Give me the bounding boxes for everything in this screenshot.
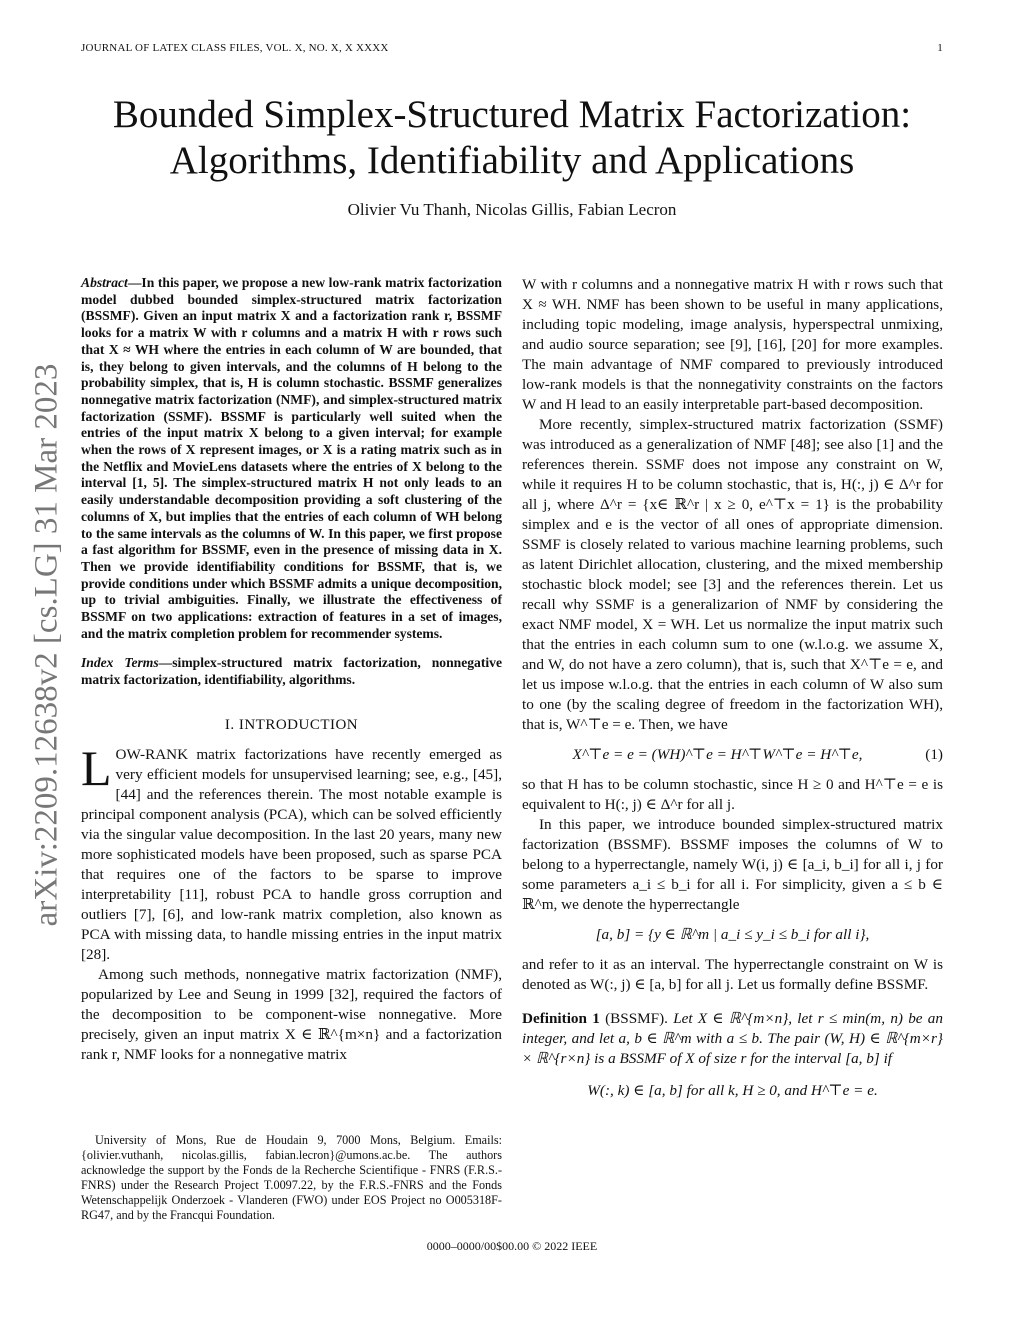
arxiv-stamp-text: arXiv:2209.12638v2 [cs.LG] 31 Mar 2023 (28, 363, 65, 927)
right-column (522, 275, 943, 1101)
index-terms-text: —simplex-structured matrix factorization, nonnegative matrix factorization, identifiability, algorithms. (81, 655, 502, 688)
definition-label: Definition 1 (522, 1010, 600, 1027)
intro-paragraph-1-text: OW-RANK matrix factorizations have recently emerged as very efficient models for unsupervised learning; see, e.g., [45], [44] and the references therein. The most notable example is principal component analysis (PCA), which can be solved efficiently via the singular value decomposition. In the last 20 years, many new more sophisticated models have been proposed, such as sparse PCA that requires one of the factors to be sparse to improve interpretability [11], robust PCA to handle gross corruption and outliers [7], [6], and low-rank matrix completion, also known as PCA with missing data, to handle missing entries in the input matrix [28]. (81, 745, 502, 963)
page-number: 1 (937, 42, 943, 54)
equation-hyperrectangle-body: [a, b] = {y ∈ ℝ^m | a_i ≤ y_i ≤ b_i for all i}, (595, 926, 870, 943)
footnote (81, 1133, 502, 1223)
running-header (81, 42, 943, 58)
intro-paragraph-2: Among such methods, nonnegative matrix factorization (NMF), popularized by Lee and Seung in 1999 [32], required the factors of the decomposition to be component-wise nonnegative. More precisely, given an input matrix X ∈ ℝ^{m×n} and a factorization rank r, NMF looks for a nonnegative matrix (81, 965, 502, 1063)
paper-title (40, 92, 984, 184)
author-list: Olivier Vu Thanh, Nicolas Gillis, Fabian Lecron (347, 200, 677, 219)
equation-1-body: X^⊤e = e = (WH)^⊤e = H^⊤W^⊤e = H^⊤e, (572, 746, 863, 763)
definition-text: Let X ∈ ℝ^{m×n}, let r ≤ min(m, n) be an integer, and let a, b ∈ ℝ^m with a ≤ b. The pair (W, H) ∈ ℝ^{m×r} × ℝ^{r×n} is a BSSMF of X of size r for the interval [a, b] if (522, 1010, 943, 1067)
left-column (81, 275, 502, 1065)
abstract (81, 275, 502, 642)
right-paragraph-4: In this paper, we introduce bounded simplex-structured matrix factorization (BSSMF). BSSMF imposes the columns of W to belong to a hyperrectangle, namely W(i, j) ∈ [a_i, b_i] for all i, j for some parameters a_i ≤ b_i for all i. For simplicity, given a ≤ b ∈ ℝ^m, we denote the hyperrectangle (522, 816, 943, 913)
right-paragraph-5: and refer to it as an interval. The hyperrectangle constraint on W is denoted as W(:, j) ∈ [a, b] for all j. Let us formally define BSSMF. (522, 956, 943, 993)
intro-paragraph-1 (81, 739, 502, 965)
copyright-footer: 0000–0000/00$00.00 © 2022 IEEE (426, 1239, 598, 1253)
definition-1 (522, 1009, 943, 1101)
journal-name: JOURNAL OF LATEX CLASS FILES, VOL. X, NO. X, X XXXX (81, 42, 389, 54)
section-heading: I. INTRODUCTION (224, 716, 359, 733)
index-terms (81, 655, 502, 688)
footnote-text: University of Mons, Rue de Houdain 9, 7000 Mons, Belgium. Emails: {olivier.vuthanh, nicolas.gillis, fabian.lecron}@umons.ac.be. The authors acknowledge the support by the Fonds de la Recherche Scientifique - FNRS (F.R.S.-FNRS) under the Research Project T.0097.22, by the F.R.S.-FNRS and the Fonds Wetenschappelijk Onderzoek - Vlanderen (FWO) under EOS Project no O005318F-RG47, and by the Francqui Foundation. (81, 1133, 502, 1222)
definition-paren: (BSSMF). (605, 1010, 668, 1027)
abstract-text: —In this paper, we propose a new low-rank matrix factorization model dubbed bounded simplex-structured matrix factorization (BSSMF). Given an input matrix X and a factorization rank r, BSSMF looks for a matrix W with r columns and a matrix H with r rows such that X ≈ WH where the entries in each column of W are bounded, that is, they belong to given intervals, and the columns of H belong to the probability simplex, that is, H is column stochastic. BSSMF generalizes nonnegative matrix factorization (NMF), and simplex-structured matrix factorization (SSMF). BSSMF is particularly well suited when the entries of the input matrix X belong to a given interval; for example when the rows of X represent images, or X is a rating matrix such as in the Netflix and MovieLens datasets where the entries of X belong to the interval [1, 5]. The simplex-structured matrix H not only leads to an easily understandable decomposition providing a soft clustering of the columns of X, but implies that the entries of each column of WH belong to the same intervals as the columns of W. In this paper, we first propose a fast algorithm for BSSMF, even in the presence of missing data in X. Then we provide identifiability conditions for BSSMF, that is, we provide conditions under which BSSMF admits a unique decomposition, up to trivial ambiguities. Finally, we illustrate the effectiveness of BSSMF on two applications: extraction of features in a set of images, and the matrix completion problem for recommender systems. (81, 275, 502, 641)
right-paragraph-2: More recently, simplex-structured matrix factorization (SSMF) was introduced as a generalization of NMF [48]; see also [1] and the references therein. SSMF does not impose any constraint on W, while it requires H to be column stochastic, that is, H(:, j) ∈ Δ^r for all j, where Δ^r = {x∈ ℝ^r | x ≥ 0, e^⊤x = 1} is the probability simplex and e is the vector of all ones of appropriate dimension. SSMF is closely related to various machine learning problems, such as latent Dirichlet allocation, clustering, and the mixed membership stochastic block model; see [3] and the references therein. Let us recall why SSMF is a generalizarion of NMF by considering the exact NMF model, X = WH. Let us normalize the input matrix such that the entries in each column sum to one (w.l.o.g. we assume X, and W, do not have a zero column), that is, such that X^⊤e = e, and let us impose w.l.o.g. that the entries in each column of W also sum to one (by the scaling degree of freedom in the factorization WH), that is, W^⊤e = e. Then, we have (522, 416, 943, 733)
arxiv-stamp (28, 345, 65, 945)
index-terms-label: Index Terms (81, 655, 159, 671)
right-paragraph-3: so that H has to be column stochastic, since H ≥ 0 and H^⊤e = e is equivalent to H(:, j) ∈ Δ^r for all j. (522, 776, 943, 813)
equation-1 (522, 745, 943, 765)
equation-1-number: (1) (925, 746, 943, 763)
title-line-2: Algorithms, Identifiability and Applications (169, 139, 855, 182)
equation-hyperrectangle (522, 925, 943, 945)
right-paragraph-1: W with r columns and a nonnegative matrix H with r rows such that X ≈ WH. NMF has been shown to be useful in many applications, including topic modeling, image analysis, hyperspectral unmixing, and audio source separation; see [9], [16], [20] for more examples. The main advantage of NMF compared to previously introduced low-rank models is that the nonnegativity constraints on the factors W and H lead to an easily interpretable part-based decomposition. (522, 276, 943, 413)
title-line-1: Bounded Simplex-Structured Matrix Factorization: (112, 93, 912, 136)
abstract-label: Abstract (81, 275, 128, 290)
definition-equation: W(:, k) ∈ [a, b] for all k, H ≥ 0, and H^⊤e = e. (587, 1082, 878, 1099)
drop-cap: L (81, 739, 112, 796)
